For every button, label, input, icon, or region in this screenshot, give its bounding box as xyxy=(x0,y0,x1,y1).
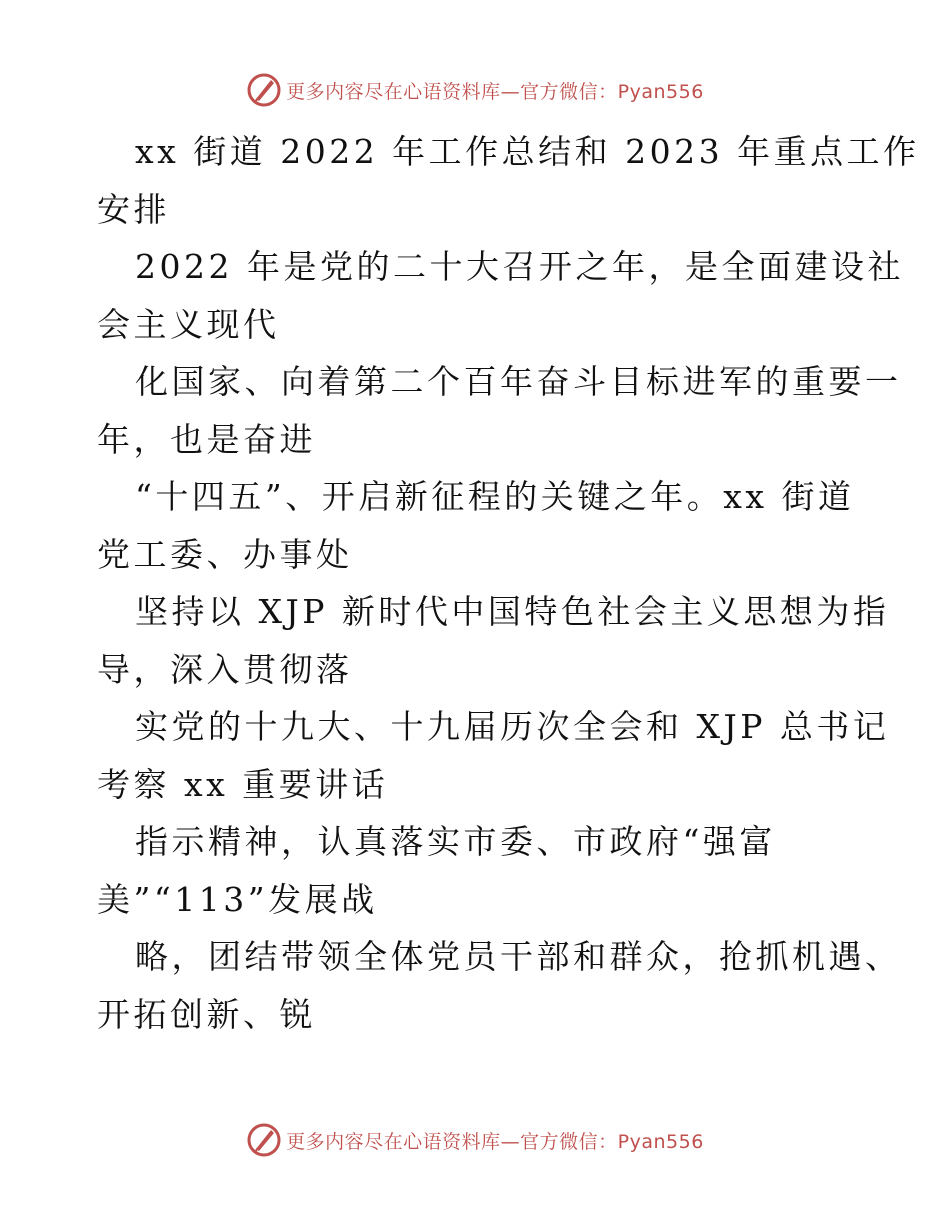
document-body xyxy=(97,123,920,1043)
header-watermark xyxy=(0,70,950,110)
text-line: “十四五”、开启新征程的关键之年。xx 街道 xyxy=(135,477,855,516)
quill-logo-icon xyxy=(246,1122,282,1158)
watermark-text: 更多内容尽在心语资料库—官方微信：Pyan556 xyxy=(286,80,704,103)
text-line: 坚持以 XJP 新时代中国特色社会主义思想为指 xyxy=(135,592,890,631)
text-line: 考察 xx 重要讲话 xyxy=(97,764,389,804)
text-line: 党工委、办事处 xyxy=(97,534,353,574)
text-line: 会主义现代 xyxy=(97,304,280,344)
text-line: 安排 xyxy=(97,189,170,229)
text-line: 美”“113”发展战 xyxy=(97,879,378,919)
text-line: 实党的十九大、十九届历次全会和 XJP 总书记 xyxy=(135,707,890,746)
text-line: 2022 年是党的二十大召开之年，是全面建设社 xyxy=(135,247,904,286)
text-line: 略，团结带领全体党员干部和群众，抢抓机遇、 xyxy=(135,937,902,976)
quill-logo-icon xyxy=(246,72,282,108)
text-line: xx 街道 2022 年工作总结和 2023 年重点工作 xyxy=(135,132,920,171)
text-line: 化国家、向着第二个百年奋斗目标进军的重要一 xyxy=(135,362,902,401)
footer-watermark xyxy=(0,1120,950,1160)
watermark-text: 更多内容尽在心语资料库—官方微信：Pyan556 xyxy=(286,1130,704,1153)
text-line: 导，深入贯彻落 xyxy=(97,649,353,689)
text-line: 年，也是奋进 xyxy=(97,419,316,459)
text-line: 指示精神，认真落实市委、市政府“强富 xyxy=(135,822,776,861)
text-line: 开拓创新、锐 xyxy=(97,994,316,1034)
